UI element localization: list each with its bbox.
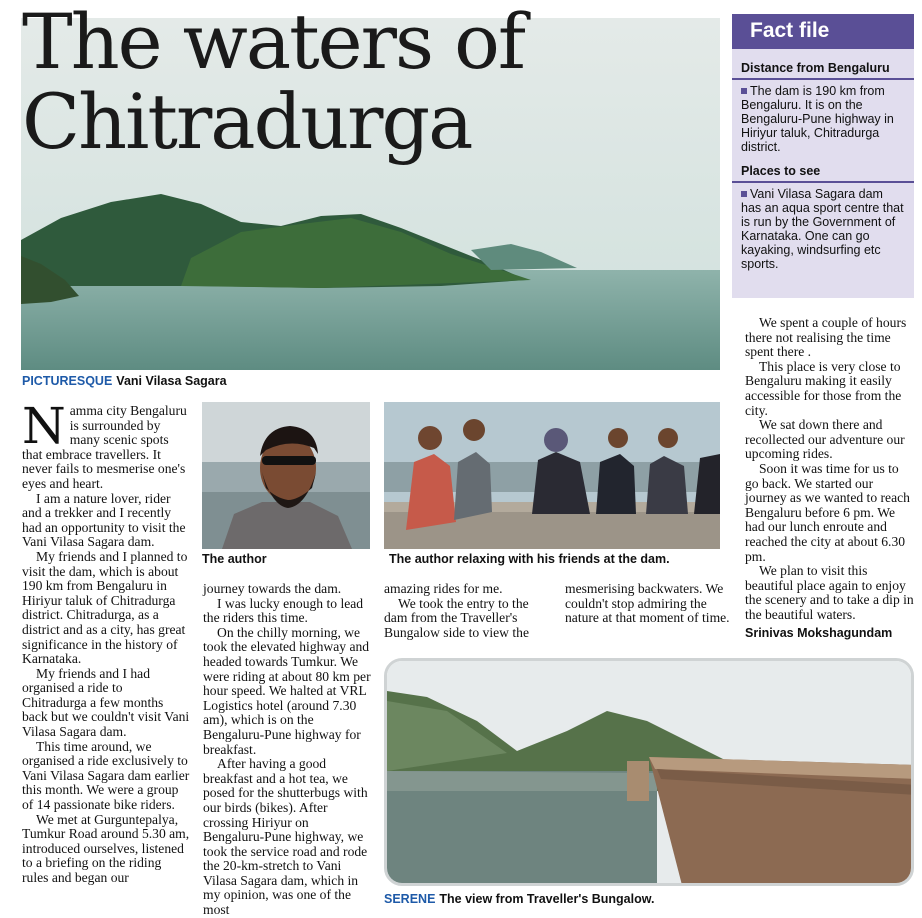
caption-kicker: PICTURESQUE <box>22 374 113 388</box>
fact-body-text: Vani Vilasa Sagara dam has an aqua sport centre that is run by the Government of Karnataka. One can go kayaking, windsurfing etc sports. <box>741 187 904 271</box>
article-column-1 <box>22 397 190 886</box>
article-paragraph: mesmerising backwaters. We couldn't stop admiring the nature at that moment of time. <box>565 581 730 626</box>
headline-line-1: The waters of <box>22 0 525 86</box>
friends-photo <box>384 402 720 549</box>
article-paragraph: Soon it was time for us to go back. We started our journey as we wanted to reach Bengaluru before 6 pm. We had our lunch enroute and reached the city at about 6.30 pm. <box>745 460 910 564</box>
article-paragraph: amazing rides for me. <box>384 581 503 596</box>
fact-section-heading: Distance from Bengaluru <box>732 57 914 80</box>
article-paragraph: We met at Gurguntepalya, Tumkur Road around 5.30 am, introduced ourselves, listened to a briefing on the riding rules and began our <box>22 811 190 885</box>
fact-section-body <box>732 80 914 160</box>
article-paragraph: I was lucky enough to lead the riders this time. <box>203 595 364 626</box>
article-paragraph: We spent a couple of hours there not realising the time spent there . <box>745 315 907 360</box>
article-paragraph: I am a nature lover, rider and a trekker and I recently had an opportunity to visit the Vani Vilasa Sagara dam. <box>22 490 186 550</box>
article-column-4 <box>565 582 731 626</box>
article-paragraph: After having a good breakfast and a hot tea, we posed for the shutterbugs with our birds (bikes). After crossing Hiriyur on Bengaluru-Pune highway, we took the service road and rode the 20-km-stretch to Vani Vilasa Sagara dam, which in my opinion, was one of the most <box>203 756 368 918</box>
article-paragraph: We plan to visit this beautiful place again to enjoy the scenery and to take a dip in the beautiful waters. <box>745 563 914 622</box>
dam-photo-caption <box>384 892 654 906</box>
article-column-5 <box>745 316 915 622</box>
byline: Srinivas Mokshagundam <box>745 626 893 640</box>
article-paragraph: We sat down there and recollected our adventure our upcoming rides. <box>745 417 905 462</box>
article-column-3 <box>384 582 548 640</box>
fact-file-title: Fact file <box>732 14 914 49</box>
author-photo <box>202 402 370 549</box>
fact-section-heading: Places to see <box>732 160 914 183</box>
friends-photo-caption: The author relaxing with his friends at the dam. <box>389 552 670 566</box>
bullet-square-icon <box>741 88 747 94</box>
caption-text: Vani Vilasa Sagara <box>116 374 227 388</box>
author-photo-caption: The author <box>202 552 267 566</box>
fact-body-text: The dam is 190 km from Bengaluru. It is on the Bengaluru-Pune highway in Hiriyur taluk, Chitradurga district. <box>741 84 894 154</box>
dam-photo <box>384 658 914 886</box>
dropcap: N <box>22 397 66 455</box>
headline <box>22 0 582 166</box>
article-paragraph: My friends and I had organised a ride to Chitradurga a few months back but we couldn't visit Vani Vilasa Sagara dam. <box>22 665 190 740</box>
fact-file-box <box>732 14 914 298</box>
article-paragraph: My friends and I planned to visit the dam, which is about 190 km from Bengaluru in Hiriyur taluk of Chitradurga district. Chitradurga, as a district and as a city, has great significance in the history of Karnataka. <box>22 548 188 667</box>
article-column-2 <box>203 582 373 918</box>
caption-kicker: SERENE <box>384 892 436 906</box>
article-paragraph <box>22 397 190 492</box>
article-paragraph: This time around, we organised a ride exclusively to Vani Vilasa Sagara dam earlier this month. We were a group of 14 passionate bike riders. <box>22 738 190 813</box>
article-paragraph: journey towards the dam. <box>203 581 342 596</box>
caption-text: The view from Traveller's Bungalow. <box>439 892 655 906</box>
main-photo-caption <box>22 374 227 388</box>
article-paragraph: On the chilly morning, we took the elevated highway and headed towards Tumkur. We were riding at about 80 km per hour speed. We halted at VRL Logistics hotel (around 7.30 am), which is on the Bengaluru-Pune highway for breakfast. <box>203 624 371 757</box>
paragraph-text: amma city Bengaluru is surrounded by many scenic spots that embrace travellers. It never fails to mesmerise one's eyes and heart. <box>22 403 187 491</box>
fact-section-body <box>732 183 914 277</box>
bullet-square-icon <box>741 191 747 197</box>
article-paragraph: We took the entry to the dam from the Traveller's Bungalow side to view the <box>384 595 529 640</box>
headline-line-2: Chitradurga <box>22 77 472 166</box>
article-paragraph: This place is very close to Bengaluru making it easily accessible for those from the city. <box>745 358 902 418</box>
